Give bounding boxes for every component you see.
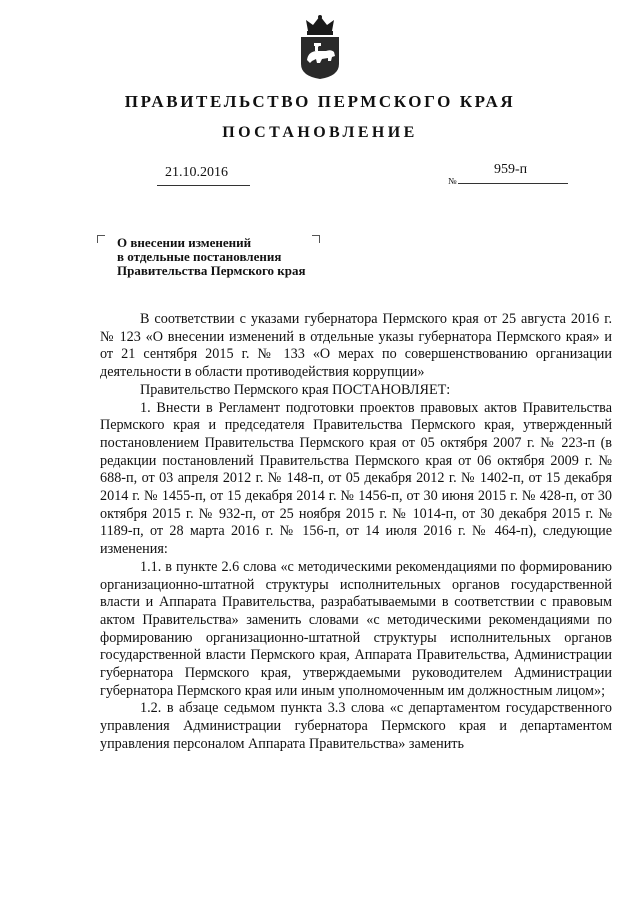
date-underline	[157, 185, 250, 186]
subject-line: в отдельные постановления	[117, 249, 282, 264]
resolution-statement: Правительство Пермского края ПОСТАНОВЛЯЕТ:	[140, 381, 451, 398]
number-underline	[458, 183, 568, 184]
document-number: 959-п	[494, 162, 528, 177]
number-sign: №	[448, 176, 457, 186]
document-body	[100, 311, 612, 754]
government-title: ПРАВИТЕЛЬСТВО ПЕРМСКОГО КРАЯ	[124, 92, 516, 111]
subject-line: О внесении изменений	[117, 235, 252, 250]
coat-of-arms-icon	[298, 14, 342, 80]
subject-line: Правительства Пермского края	[117, 263, 306, 278]
preamble-paragraph: В соответствии с указами губернатора Пермского края от 25 августа 2016 г. № 123 «О внесении изменений в отдельные указы губернатора Пермского края» и от 21 сентября 2015 г. № 133 «О мерах по совершенствованию организации деятельности в области противодействия коррупции»	[100, 311, 612, 381]
clause-1-2-paragraph: 1.2. в абзаце седьмом пункта 3.3 слова «с департаментом государственного управления Администрации губернатора Пермского края и департаментом управления персоналом Аппарата Правительства» заменить	[100, 700, 612, 752]
document-date: 21.10.2016	[165, 165, 228, 180]
document-subject	[117, 236, 377, 278]
subject-corner-left	[97, 235, 105, 243]
document-type: ПОСТАНОВЛЕНИЕ	[222, 124, 418, 141]
clause-1-paragraph: 1. Внести в Регламент подготовки проектов правовых актов Правительства Пермского края и председателя Правительства Пермского края, утвержденный постановлением Правительства Пермского края от 05 октября 2007 г. № 223-п (в редакции постановлений Правительства Пермского края от 06 октября 2009 г. № 688-п, от 03 апреля 2012 г. № 148-п, от 05 декабря 2012 г. № 1402-п, от 15 декабря 2014 г. № 1455-п, от 15 декабря 2014 г. № 1456-п, от 30 июня 2015 г. № 428-п, от 30 октября 2015 г. № 932-п, от 25 ноября 2015 г. № 1014-п, от 30 декабря 2015 г. № 1189-п, от 28 марта 2016 г. № 156-п, от 14 июля 2016 г. № 464-п), следующие изменения:	[100, 399, 612, 558]
clause-1-1-paragraph: 1.1. в пункте 2.6 слова «с методическими рекомендациями по формированию организационно-штатной структуры исполнительных органов государственной власти и Аппарата Правительства, разрабатываемыми в соответствии с правовым актом Правительства» заменить словами «с методическими рекомендациями по формированию организационно-штатной структуры исполнительных органов государственной власти Пермского края, Аппарата Правительства, Администрации губернатора Пермского края, утверждаемыми руководителем Администрации губернатора Пермского края или иным уполномоченным им должностным лицом»;	[100, 558, 612, 699]
